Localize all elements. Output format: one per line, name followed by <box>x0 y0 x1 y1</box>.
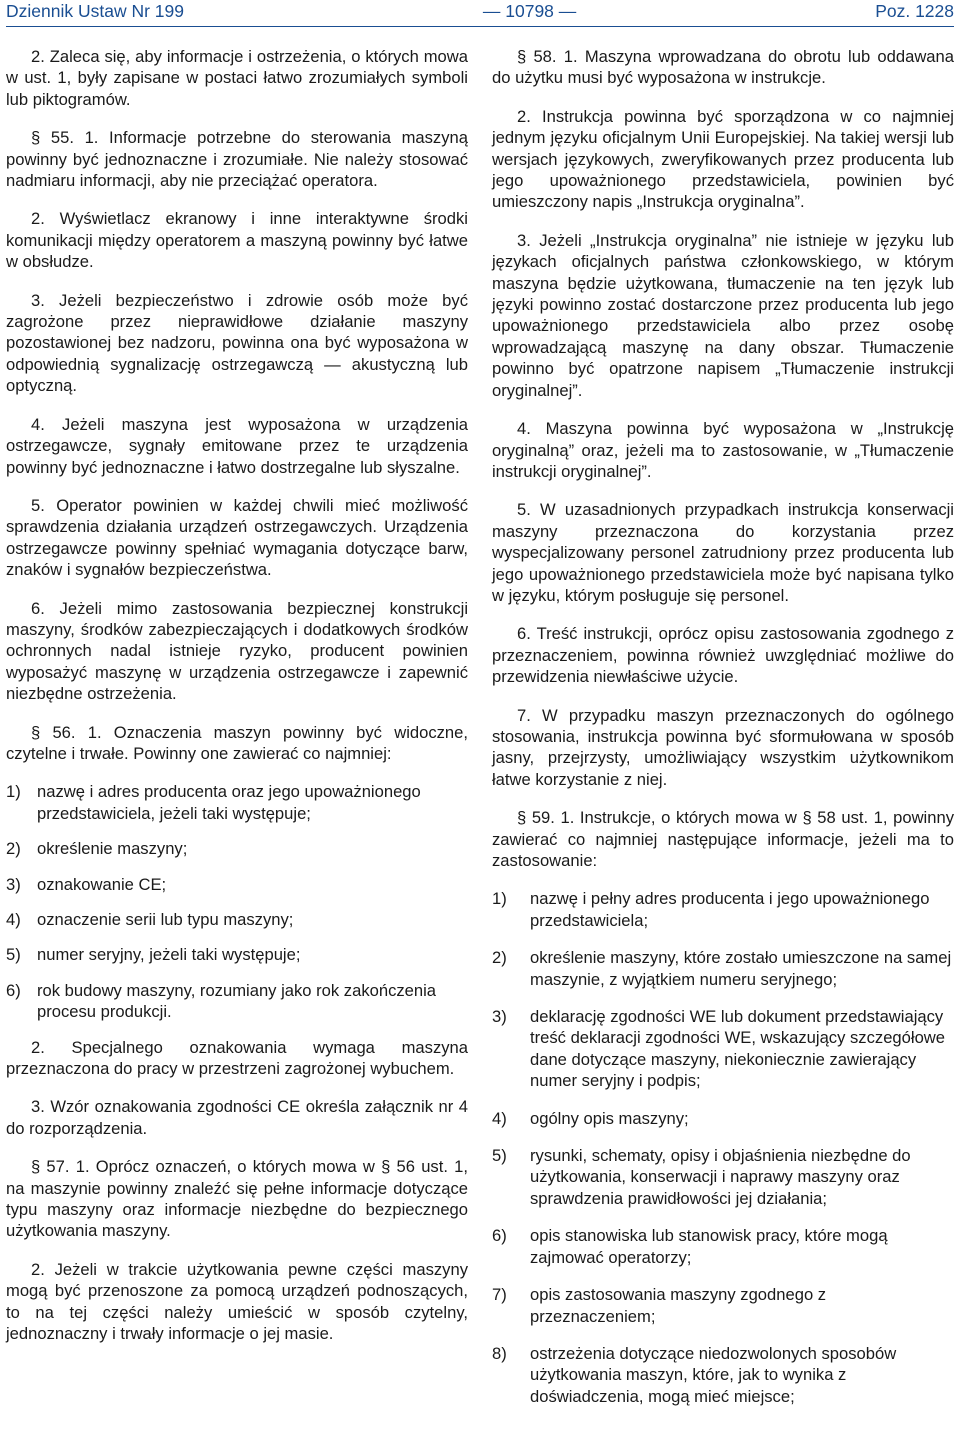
position-number: Poz. 1228 <box>875 1 954 21</box>
paragraph: 4. Maszyna powinna być wyposażona w „Instrukcję oryginalną” oraz, jeżeli ma to zastosowanie, w „Tłumaczenie instrukcji oryginalnej”. <box>492 419 954 481</box>
list-item-number: 4) <box>6 910 21 929</box>
list-item <box>492 1284 954 1327</box>
paragraph: 3. Wzór oznakowania zgodności CE określa załącznik nr 4 do rozporządzenia. <box>6 1097 468 1138</box>
page-header <box>6 0 954 26</box>
list-item-text: rysunki, schematy, opisy i objaśnienia niezbędne do użytkowania, konserwacji i naprawy maszyny oraz sprawdzenia prawidłowości jej działania; <box>530 1146 911 1208</box>
paragraph: 6. Jeżeli mimo zastosowania bezpiecznej konstrukcji maszyny, środków zabezpieczających i dodatkowych środków ochronnych nadal istnieje ryzyko, producent powinien wyposażyć maszynę w urządzenia ostrzegawcze i zapewnić niezbędne ostrzeżenia. <box>6 598 468 704</box>
list-item-text: nazwę i adres producenta oraz jego upoważnionego przedstawiciela, jeżeli taki występuje; <box>37 782 421 823</box>
paragraph: 2. Instrukcja powinna być sporządzona w co najmniej jednym języku oficjalnym Unii Europejskiej. Na takiej wersji lub wersjach językowych, zweryfikowanych przez producenta lub jego upoważnionego przedstawiciela, powinien być umieszczony napis „Instrukcja oryginalna”. <box>492 106 954 212</box>
paragraph: 2. Wyświetlacz ekranowy i inne interaktywne środki komunikacji między operatorem a maszyną powinny być łatwe w obsłudze. <box>6 209 468 272</box>
paragraph: 2. Zaleca się, aby informacje i ostrzeżenia, o których mowa w ust. 1, były zapisane w postaci łatwo zrozumiałych symboli lub piktogramów. <box>6 47 468 109</box>
list-item-text: nazwę i pełny adres producenta i jego upoważnionego przedstawiciela; <box>530 889 930 930</box>
right-column <box>492 46 954 1423</box>
list-item <box>492 1145 954 1209</box>
list-item <box>6 781 468 824</box>
section-56-paragraph: § 56. 1. Oznaczenia maszyn powinny być widoczne, czytelne i trwałe. Powinny one zawierać co najmniej: <box>6 722 468 763</box>
list-item <box>492 1343 954 1407</box>
list-item-text: opis stanowiska lub stanowisk pracy, które mogą zajmować operatorzy; <box>530 1226 888 1267</box>
section-58-paragraph: § 58. 1. Maszyna wprowadzana do obrotu lub oddawana do użytku musi być wyposażona w instrukcje. <box>492 47 954 88</box>
list-item <box>6 944 468 965</box>
list-item <box>492 888 954 931</box>
list-item-text: ogólny opis maszyny; <box>530 1108 689 1128</box>
paragraph: 5. Operator powinien w każdej chwili mieć możliwość sprawdzenia działania urządzeń ostrzegawczych. Urządzenia ostrzegawcze powinny spełniać wymagania dotyczące barw, znaków i sygnałów bezpieczeństwa. <box>6 495 468 580</box>
list-item <box>6 874 468 895</box>
list-item-text: numer seryjny, jeżeli taki występuje; <box>37 945 301 965</box>
list-item <box>492 1006 954 1092</box>
paragraph: 4. Jeżeli maszyna jest wyposażona w urządzenia ostrzegawcze, sygnały emitowane przez te urządzenia powinny być jednoznaczne i łatwo dostrzegalne lub słyszalne. <box>6 414 468 477</box>
list-item-number: 3) <box>492 1007 507 1027</box>
list-item-number: 4) <box>492 1108 507 1128</box>
list-item-text: opis zastosowania maszyny zgodnego z przeznaczeniem; <box>530 1285 827 1326</box>
list-item-number: 7) <box>492 1285 507 1305</box>
list-item-number: 5) <box>6 945 21 965</box>
paragraph: 7. W przypadku maszyn przeznaczonych do ogólnego stosowania, instrukcja powinna być sformułowana w sposób jasny, przejrzysty, umożliwiający wszystkim użytkownikom łatwe korzystanie z niej. <box>492 705 954 789</box>
section-59-paragraph: § 59. 1. Instrukcje, o których mowa w § 58 ust. 1, powinny zawierać co najmniej następujące informacje, jeżeli ma to zastosowanie: <box>492 808 954 870</box>
list-item <box>6 909 468 930</box>
list-item <box>492 1108 954 1129</box>
list-item <box>492 947 954 990</box>
list-item-number: 6) <box>492 1226 507 1246</box>
list-item-text: rok budowy maszyny, rozumiany jako rok zakończenia procesu produkcji. <box>37 980 437 1022</box>
page-number: — 10798 — <box>482 1 577 21</box>
paragraph: 2. Specjalnego oznakowania wymaga maszyna przeznaczona do pracy w przestrzeni zagrożonej wybuchem. <box>6 1037 468 1079</box>
list-item <box>6 980 468 1023</box>
left-column <box>6 46 468 1362</box>
list-item <box>6 838 468 859</box>
list-item-text: określenie maszyny, które zostało umieszczone na samej maszynie, z wyjątkiem numeru seryjnego; <box>530 948 952 989</box>
list-item-number: 2) <box>6 839 21 859</box>
paragraph: 5. W uzasadnionych przypadkach instrukcja konserwacji maszyny przeznaczona do korzystania przez wyspecjalizowany personel zatrudniony przez producenta lub jego upoważnionego przedstawiciela może być napisana tylko w języku, którym posługuje się personel. <box>492 500 954 605</box>
list-item-text: oznakowanie CE; <box>37 874 167 894</box>
list-item-number: 5) <box>492 1146 507 1166</box>
list-item-text: określenie maszyny; <box>37 839 188 859</box>
list-item-number: 1) <box>6 782 21 802</box>
list-item-text: deklarację zgodności WE lub dokument przedstawiający treść deklaracji zgodności WE, wskazujący szczegółowe dane dotyczące maszyny, niekoniecznie zawierający numer seryjny i podpis; <box>530 1007 946 1091</box>
paragraph: 3. Jeżeli „Instrukcja oryginalna” nie istnieje w języku lub językach oficjalnych państwa członkowskiego, w którym maszyna będzie użytkowana, tłumaczenie na ten język lub języki powinno zostać dostarczone przez producenta lub jego upoważnionego przedstawiciela albo przez osobę wprowadzającą maszynę na dany obszar. Tłumaczenie powinno być opatrzone napisem „Tłumaczenie instrukcji oryginalnej”. <box>492 230 954 400</box>
list-item-number: 8) <box>492 1343 507 1363</box>
list-item-number: 1) <box>492 889 507 909</box>
list-item-text: oznaczenie serii lub typu maszyny; <box>37 910 294 929</box>
section-55-paragraph: § 55. 1. Informacje potrzebne do sterowania maszyną powinny być jednoznaczne i zrozumiałe. Nie należy stosować nadmiaru informacji, aby nie przeciążać operatora. <box>6 128 468 191</box>
list-item-number: 2) <box>492 948 507 968</box>
list-item <box>492 1225 954 1268</box>
paragraph: 6. Treść instrukcji, oprócz opisu zastosowania zgodnego z przeznaczeniem, powinna również uwzględniać możliwe do przewidzenia niewłaściwe użycie. <box>492 624 954 687</box>
paragraph: 2. Jeżeli w trakcie użytkowania pewne części maszyny mogą być przenoszone za pomocą urządzeń podnoszących, to na tej części należy umieścić w sposób czytelny, jednoznaczny i trwały informacje o jej masie. <box>6 1259 468 1344</box>
header-rule <box>6 26 954 27</box>
list-item-number: 6) <box>6 980 21 1000</box>
section-57-paragraph: § 57. 1. Oprócz oznaczeń, o których mowa w § 56 ust. 1, na maszynie powinny znaleźć się pełne informacje dotyczące typu maszyny oraz informacje niezbędne do bezpiecznego użytkowania maszyny. <box>6 1157 468 1241</box>
list-item-text: ostrzeżenia dotyczące niedozwolonych sposobów użytkowania maszyn, które, jak to wynika z doświadczenia, mogą mieć miejsce; <box>530 1343 897 1406</box>
list-item-number: 3) <box>6 874 21 894</box>
paragraph: 3. Jeżeli bezpieczeństwo i zdrowie osób może być zagrożone przez nieprawidłowe działanie maszyny pozostawionej bez nadzoru, powinna ona być wyposażona w odpowiednią sygnalizację ostrzegawczą — akustyczną lub optyczną. <box>6 290 468 396</box>
journal-title: Dziennik Ustaw Nr 199 <box>6 1 184 21</box>
